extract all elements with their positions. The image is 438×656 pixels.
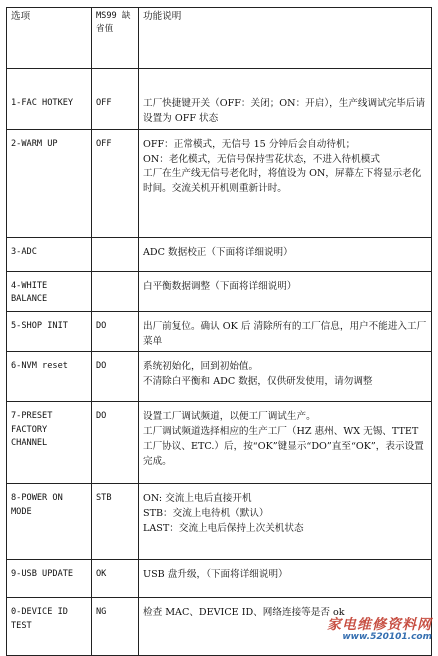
option-cell: 6-NVM reset: [7, 352, 92, 402]
default-value-cell: DO: [92, 402, 139, 484]
description-cell: [139, 560, 432, 598]
table-row: [7, 129, 432, 237]
description-line: 白平衡数据调整（下面将详细说明）: [143, 280, 297, 292]
description-line: 不清除白平衡和 ADC 数据，仅供研发使用，请勿调整: [143, 376, 373, 388]
header-option: 选项: [7, 8, 92, 69]
description-line: OFF：正常模式，无信号 15 分钟后会自动待机；: [143, 138, 356, 150]
default-value-cell: DO: [92, 311, 139, 352]
description-line: 工厂调试频道选择相应的生产工厂（HZ 惠州、WX 无锡、TTET 工厂协议、ETC.）后，按“OK”键显示“DO”直至“OK”，表示设置完成。: [143, 426, 424, 468]
default-value-cell: OK: [92, 560, 139, 598]
description-line: 工厂快捷键开关（OFF：关闭；ON：开启），生产线调试完毕后请设置为 OFF 状态: [143, 98, 426, 124]
table-header-row: [7, 8, 432, 69]
description-cell: [139, 69, 432, 130]
description-line: STB：交流上电待机（默认）: [143, 508, 269, 520]
description-cell: [139, 237, 432, 271]
table-row: [7, 271, 432, 311]
option-cell: 2-WARM UP: [7, 129, 92, 237]
description-line: 检查 MAC、DEVICE ID、网络连接等是否 ok: [143, 607, 345, 619]
description-cell: [139, 402, 432, 484]
description-line: 系统初始化，回到初始值。: [143, 361, 259, 373]
option-cell: 8-POWER ON MODE: [7, 484, 92, 560]
default-value-cell: [92, 271, 139, 311]
default-value-cell: NG: [92, 598, 139, 656]
table-row: [7, 69, 432, 130]
watermark-url: www.520101.com: [342, 631, 432, 642]
table-row: [7, 237, 432, 271]
default-value-cell: DO: [92, 352, 139, 402]
option-cell: 9-USB UPDATE: [7, 560, 92, 598]
description-line: USB 盘升级，（下面将详细说明）: [143, 569, 288, 581]
description-line: 工厂在生产线无信号老化时，将值设为 ON，屏幕左下将显示老化时间。交流关机开机则重新计时。: [143, 168, 422, 195]
description-cell: [139, 352, 432, 402]
header-default: MS99 缺省值: [92, 8, 139, 69]
table-row: [7, 352, 432, 402]
description-cell: [139, 129, 432, 237]
description-line: ON：老化模式，无信号保持雪花状态，不进入待机模式: [143, 153, 380, 165]
table-row: [7, 484, 432, 560]
description-cell: [139, 271, 432, 311]
option-cell: 4-WHITE BALANCE: [7, 271, 92, 311]
option-cell: 3-ADC: [7, 237, 92, 271]
default-value-cell: [92, 237, 139, 271]
table-row: [7, 560, 432, 598]
description-cell: [139, 484, 432, 560]
default-value-cell: OFF: [92, 69, 139, 130]
table-row: [7, 311, 432, 352]
option-cell: 5-SHOP INIT: [7, 311, 92, 352]
table-row: [7, 402, 432, 484]
header-description: 功能说明: [139, 8, 432, 69]
watermark-title: 家电维修资料网: [327, 616, 432, 633]
watermark-logo: [327, 618, 432, 642]
description-line: 设置工厂调试频道，以便工厂调试生产。: [143, 411, 316, 423]
default-value-cell: STB: [92, 484, 139, 560]
description-line: 出厂前复位。确认 OK 后 清除所有的工厂信息，用户不能进入工厂菜单: [143, 320, 427, 347]
description-line: LAST：交流上电后保持上次关机状态: [143, 523, 304, 535]
factory-menu-table: [6, 7, 432, 656]
option-cell: 0-DEVICE ID TEST: [7, 598, 92, 656]
default-value-cell: OFF: [92, 129, 139, 237]
description-line: ADC 数据校正（下面将详细说明）: [143, 246, 293, 258]
option-cell: 1-FAC HOTKEY: [7, 69, 92, 130]
option-cell: 7-PRESET FACTORY CHANNEL: [7, 402, 92, 484]
description-cell: [139, 311, 432, 352]
description-line: ON: 交流上电后直接开机: [143, 493, 252, 505]
